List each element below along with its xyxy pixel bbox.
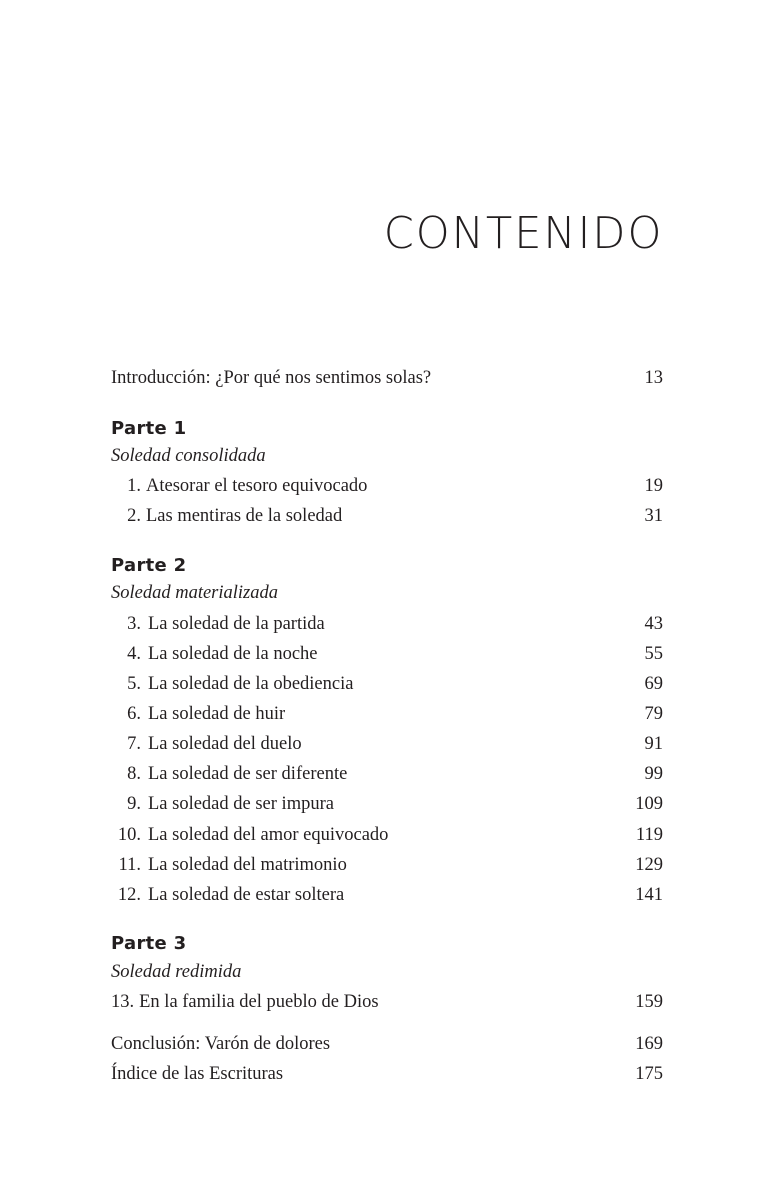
chapter-title: La soledad de estar soltera — [148, 885, 345, 905]
chapter-title: La soledad de la obediencia — [148, 674, 354, 694]
toc-entry-conclusion — [111, 1034, 663, 1060]
toc-entry-chapter — [111, 704, 663, 730]
toc-page-number: 55 — [644, 644, 663, 664]
chapter-title: Las mentiras de la soledad — [146, 506, 343, 526]
chapter-title: La soledad de ser diferente — [148, 764, 348, 784]
toc-page-number: 79 — [644, 704, 663, 724]
toc-entry-chapter — [111, 644, 663, 670]
chapter-number: 8. — [127, 764, 141, 784]
part-subtitle-1: Soledad consolidada — [111, 446, 266, 466]
toc-page-number: 169 — [635, 1034, 663, 1054]
toc-page-number: 13 — [644, 368, 663, 388]
toc-entry-label: Conclusión: Varón de dolores — [111, 1034, 331, 1054]
chapter-title: La soledad de ser impura — [148, 794, 334, 814]
chapter-number: 4. — [127, 644, 141, 664]
toc-page-number: 129 — [635, 855, 663, 875]
toc-entry-chapter — [111, 734, 663, 760]
toc-entry-label: Índice de las Escrituras — [111, 1064, 284, 1084]
toc-entry-chapter — [111, 506, 663, 532]
toc-page-number: 43 — [644, 614, 663, 634]
page-title: CONTENIDO — [383, 208, 663, 259]
toc-page-number: 175 — [635, 1064, 663, 1084]
toc-entry-chapter — [111, 794, 663, 820]
toc-entry-chapter — [111, 764, 663, 790]
chapter-number: 6. — [127, 704, 141, 724]
toc-page-number: 159 — [635, 992, 663, 1012]
chapter-number: 10. — [117, 825, 141, 845]
part-heading-2: Parte 2 — [111, 555, 187, 576]
toc-page-number: 141 — [635, 885, 663, 905]
toc-page-number: 99 — [644, 764, 663, 784]
chapter-number: 7. — [127, 734, 141, 754]
chapter-number: 9. — [127, 794, 141, 814]
toc-entry-chapter — [111, 992, 663, 1018]
toc-page-number: 91 — [644, 734, 663, 754]
toc-page-number: 31 — [644, 506, 663, 526]
chapter-title: La soledad de la noche — [148, 644, 318, 664]
part-heading-3: Parte 3 — [111, 933, 187, 954]
chapter-number: 12. — [117, 885, 141, 905]
toc-entry-chapter — [111, 476, 663, 502]
toc-entry-scripture-index — [111, 1064, 663, 1090]
toc-entry-chapter — [111, 614, 663, 640]
toc-entry-chapter — [111, 825, 663, 851]
toc-page-number: 69 — [644, 674, 663, 694]
chapter-number: 1. — [127, 476, 141, 496]
chapter-number: 11. — [118, 855, 141, 875]
toc-entry-chapter — [111, 674, 663, 700]
chapter-number: 5. — [127, 674, 141, 694]
chapter-title: La soledad de huir — [148, 704, 286, 724]
part-subtitle-2: Soledad materializada — [111, 583, 279, 603]
toc-page-number: 19 — [644, 476, 663, 496]
chapter-title: La soledad de la partida — [148, 614, 325, 634]
chapter-title: La soledad del matrimonio — [148, 855, 347, 875]
chapter-number: 2. — [127, 506, 141, 526]
toc-entry-introduction — [111, 368, 663, 394]
chapter-number: 3. — [127, 614, 141, 634]
chapter-title: La soledad del amor equivocado — [148, 825, 389, 845]
toc-entry-chapter — [111, 855, 663, 881]
chapter-number: 13. — [111, 992, 135, 1012]
part-subtitle-3: Soledad redimida — [111, 962, 242, 982]
toc-page-number: 109 — [635, 794, 663, 814]
part-heading-1: Parte 1 — [111, 418, 187, 439]
chapter-title: La soledad del duelo — [148, 734, 302, 754]
toc-entry-label: Introducción: ¿Por qué nos sentimos solas? — [111, 368, 432, 388]
toc-entry-chapter — [111, 885, 663, 911]
chapter-title: En la familia del pueblo de Dios — [139, 992, 379, 1012]
toc-page-number: 119 — [635, 825, 663, 845]
chapter-title: Atesorar el tesoro equivocado — [146, 476, 368, 496]
